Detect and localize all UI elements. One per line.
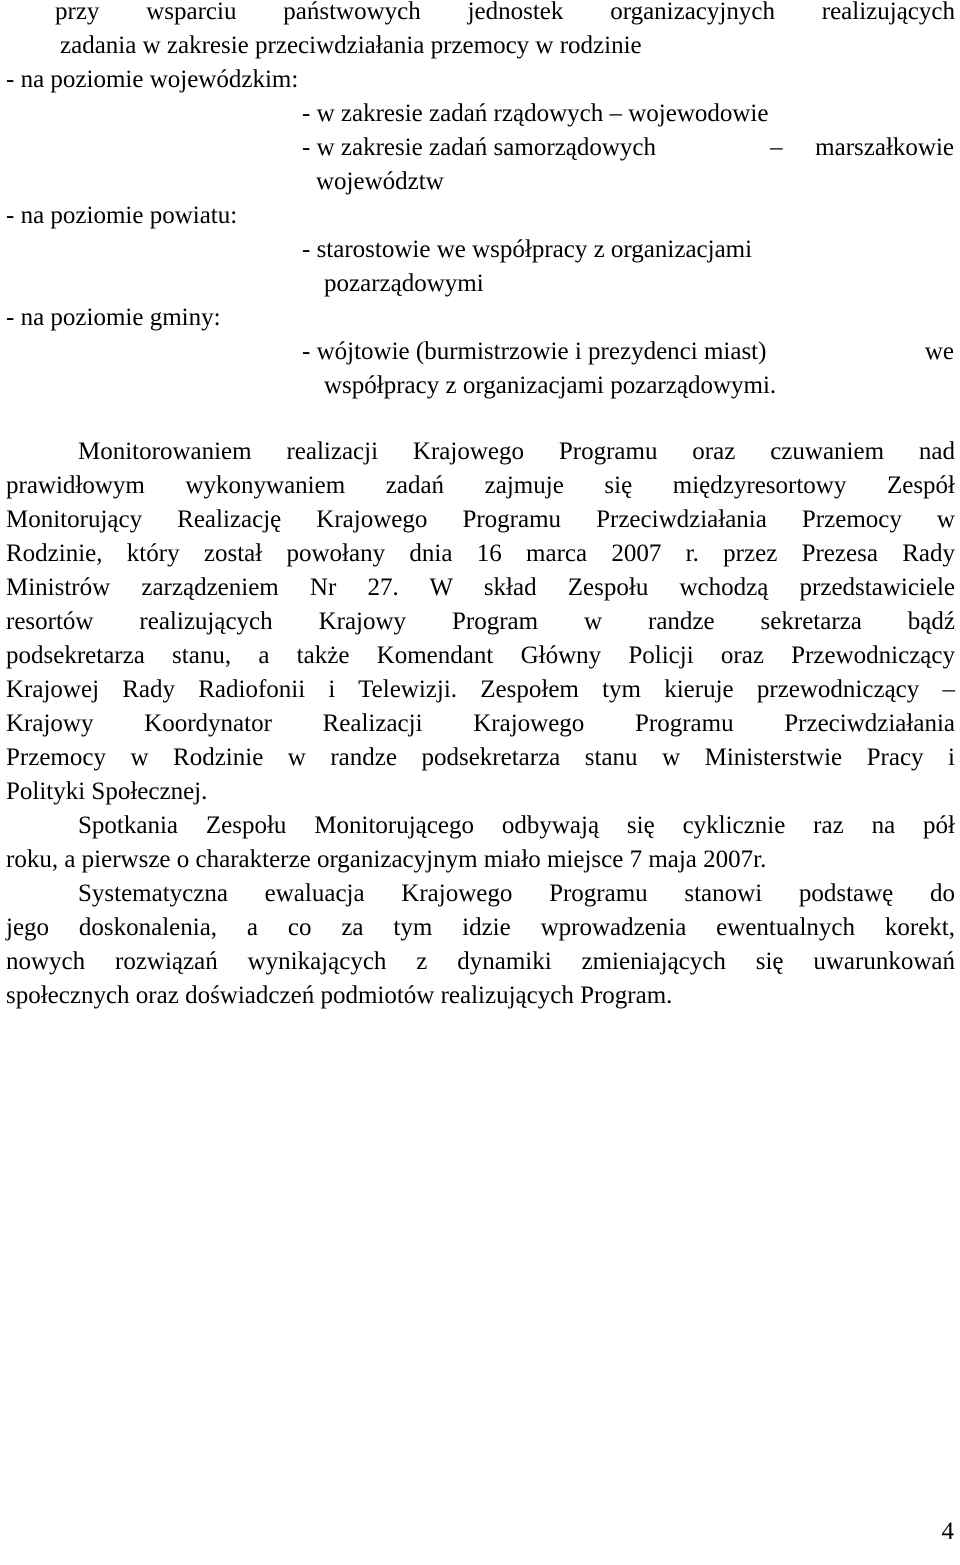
- paragraph-line: Przemocy w Rodzinie w randze podsekretarza stanu w Ministerstwie Pracy i: [6, 744, 955, 771]
- paragraph-line: Krajowej Rady Radiofonii i Telewizji. Zespołem tym kieruje przewodniczący –: [6, 676, 955, 703]
- list-item-continuation: pozarządowymi: [324, 270, 484, 297]
- list-item-dash: –: [770, 134, 783, 161]
- list-item-continuation: współpracy z organizacjami pozarządowymi.: [324, 372, 777, 399]
- paragraph-line: jego doskonalenia, a co za tym idzie wprowadzenia ewentualnych korekt,: [6, 914, 955, 941]
- list-item: - starostowie we współpracy z organizacjami: [302, 236, 753, 263]
- paragraph-line: społecznych oraz doświadczeń podmiotów realizujących Program.: [6, 982, 673, 1009]
- paragraph-line: roku, a pierwsze o charakterze organizacyjnym miało miejsce 7 maja 2007r.: [6, 846, 767, 873]
- text-line: zadania w zakresie przeciwdziałania przemocy w rodzinie: [60, 32, 642, 59]
- page-number: 4: [941, 1518, 954, 1545]
- text-line: przy wsparciu państwowych jednostek organizacyjnych realizujących: [55, 0, 955, 25]
- list-item-continuation: województw: [316, 168, 444, 195]
- list-item: - wójtowie (burmistrzowie i prezydenci miast): [302, 338, 767, 365]
- list-item: - w zakresie zadań samorządowych: [302, 134, 656, 161]
- paragraph-line: Spotkania Zespołu Monitorującego odbywają się cyklicznie raz na pół: [78, 812, 955, 839]
- paragraph-line: Ministrów zarządzeniem Nr 27. W skład Zespołu wchodzą przedstawiciele: [6, 574, 955, 601]
- paragraph-line: prawidłowym wykonywaniem zadań zajmuje się międzyresortowy Zespół: [6, 472, 955, 499]
- paragraph-line: Polityki Społecznej.: [6, 778, 208, 805]
- paragraph-line: resortów realizujących Krajowy Program w randze sekretarza bądź: [6, 608, 955, 635]
- paragraph-line: Monitorujący Realizację Krajowego Programu Przeciwdziałania Przemocy w: [6, 506, 955, 533]
- paragraph-line: nowych rozwiązań wynikających z dynamiki zmieniających się uwarunkowań: [6, 948, 955, 975]
- paragraph-line: Rodzinie, który został powołany dnia 16 marca 2007 r. przez Prezesa Rady: [6, 540, 955, 567]
- paragraph-line: Krajowy Koordynator Realizacji Krajowego Programu Przeciwdziałania: [6, 710, 955, 737]
- list-heading-voivodeship: - na poziomie wojewódzkim:: [6, 66, 299, 93]
- paragraph-line: podsekretarza stanu, a także Komendant Główny Policji oraz Przewodniczący: [6, 642, 955, 669]
- list-item-continuation: marszałkowie: [815, 134, 954, 161]
- list-heading-municipality: - na poziomie gminy:: [6, 304, 221, 331]
- list-item: - w zakresie zadań rządowych – wojewodowie: [302, 100, 769, 127]
- paragraph-line: Systematyczna ewaluacja Krajowego Programu stanowi podstawę do: [78, 880, 955, 907]
- list-heading-county: - na poziomie powiatu:: [6, 202, 238, 229]
- list-item-continuation: we: [924, 338, 954, 365]
- paragraph-line: Monitorowaniem realizacji Krajowego Programu oraz czuwaniem nad: [78, 438, 955, 465]
